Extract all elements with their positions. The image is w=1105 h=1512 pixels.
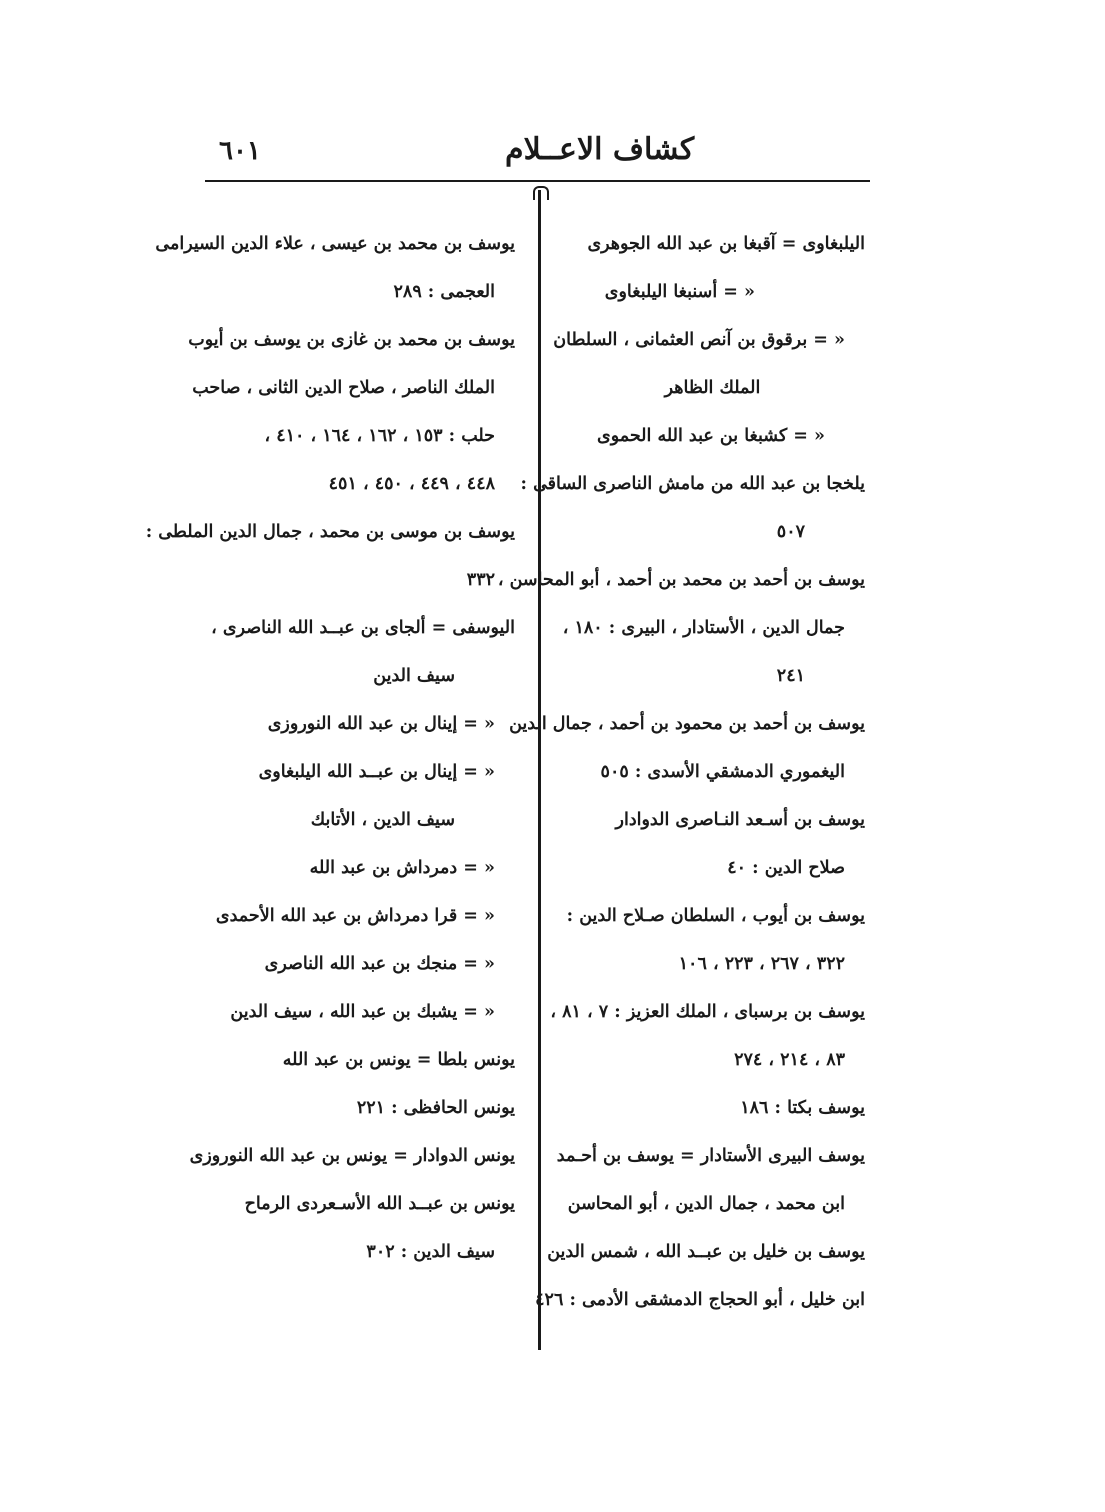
index-entry: يوسف بن برسباى ، الملك العزيز : ٧ ، ٨١ ، [550, 1002, 865, 1022]
index-entry: يونس بن عبــد الله الأسـعردى الرماح [244, 1194, 515, 1214]
column-divider [538, 190, 541, 1350]
index-entry-continuation: ٣٢٢ ، ٢٦٧ ، ٢٢٣ ، ١٠٦ [678, 954, 845, 974]
index-entry-continuation: سيف الدين [373, 666, 455, 686]
index-entry: يوسف بن أسـعد النـاصرى الدوادار [615, 810, 865, 830]
index-entry-ditto: « = كشبغا بن عبد الله الحموى [597, 426, 825, 446]
index-entry-continuation: اليغموري الدمشقي الأسدى : ٥٠٥ [600, 762, 845, 782]
index-entry: يوسف بن خليل بن عبــد الله ، شمس الدين [547, 1242, 865, 1262]
header-rule [205, 180, 870, 182]
index-entry-ditto: « = قرا دمرداش بن عبد الله الأحمدى [215, 906, 495, 926]
index-entry: يوسف بن أيوب ، السلطان صـلاح الدين : [566, 906, 865, 926]
index-entry-continuation: العجمى : ٢٨٩ [393, 282, 495, 302]
index-entry-continuation: ٤٤٨ ، ٤٤٩ ، ٤٥٠ ، ٤٥١ [328, 474, 495, 494]
column-divider-cap [533, 186, 549, 200]
index-entry: يونس بلطا = يونس بن عبد الله [282, 1050, 515, 1070]
left-column [145, 220, 515, 1276]
index-entry: يونس الدوادار = يونس بن عبد الله النوروزى [189, 1146, 515, 1166]
index-entry: اليوسفى = ألجاى بن عبــد الله الناصرى ، [211, 618, 515, 638]
index-entry: يوسف بن أحمد بن محمد بن أحمد ، أبو المحاسن ، [497, 570, 865, 590]
index-entry-continuation: الملك الظاهر [664, 378, 761, 398]
page-title: كشاف الاعــلام [505, 132, 695, 167]
index-entry-continuation: ٢٤١ [776, 666, 805, 686]
index-entry-continuation: ابن خليل ، أبو الحجاج الدمشقى الأدمى : ٤٢٦ [535, 1290, 865, 1310]
index-entry: يوسف بن محمد بن غازى بن يوسف بن أيوب [188, 330, 515, 350]
index-entry-ditto: « = إينال بن عبــد الله اليلبغاوى [258, 762, 495, 782]
index-entry-ditto: « = برقوق بن آنص العثمانى ، السلطان [553, 330, 845, 350]
index-entry-ditto: « = يشبك بن عبد الله ، سيف الدين [230, 1002, 495, 1022]
index-entry: يوسف بن موسى بن محمد ، جمال الدين الملطى : [145, 522, 515, 542]
index-entry-continuation: ٨٣ ، ٢١٤ ، ٢٧٤ [734, 1050, 845, 1070]
index-entry: يوسف بكتا : ١٨٦ [740, 1098, 865, 1118]
index-entry-ditto: « = إينال بن عبد الله النوروزى [267, 714, 495, 734]
index-entry-ditto: « = دمرداش بن عبد الله [309, 858, 495, 878]
index-entry: يوسف البيرى الأستادار = يوسف بن أحـمد [556, 1146, 865, 1166]
index-entry: اليلبغاوى = آقبغا بن عبد الله الجوهرى [587, 234, 865, 254]
index-entry-continuation: ٣٣٢ [466, 570, 495, 590]
index-entry-continuation: ابن محمد ، جمال الدين ، أبو المحاسن [567, 1194, 845, 1214]
index-entry: يونس الحافظى : ٢٢١ [356, 1098, 515, 1118]
right-column [497, 220, 865, 1324]
page-header [205, 132, 870, 180]
index-entry-ditto: « = منجك بن عبد الله الناصرى [264, 954, 495, 974]
page-number: ٦٠١ [219, 136, 261, 166]
index-entry-continuation: صلاح الدين : ٤٠ [727, 858, 845, 878]
index-entry-continuation: حلب : ١٥٣ ، ١٦٢ ، ١٦٤ ، ٤١٠ ، [264, 426, 495, 446]
index-entry-continuation: سيف الدين : ٣٠٢ [366, 1242, 495, 1262]
index-entry-continuation: الملك الناصر ، صلاح الدين الثانى ، صاحب [192, 378, 495, 398]
index-entry: يلخجا بن عبد الله من مامش الناصرى الساقى : [520, 474, 865, 494]
index-entry: يوسف بن محمد بن عيسى ، علاء الدين السيرامى [155, 234, 515, 254]
index-entry-continuation: سيف الدين ، الأتابك [310, 810, 455, 830]
index-entry-continuation: ٥٠٧ [776, 522, 805, 542]
index-entry-ditto: « = أسنبغا اليلبغاوى [604, 282, 755, 302]
index-entry-continuation: جمال الدين ، الأستادار ، البيرى : ١٨٠ ، [562, 618, 845, 638]
index-entry: يوسف بن أحمد بن محمود بن أحمد ، جمال الدين [509, 714, 865, 734]
